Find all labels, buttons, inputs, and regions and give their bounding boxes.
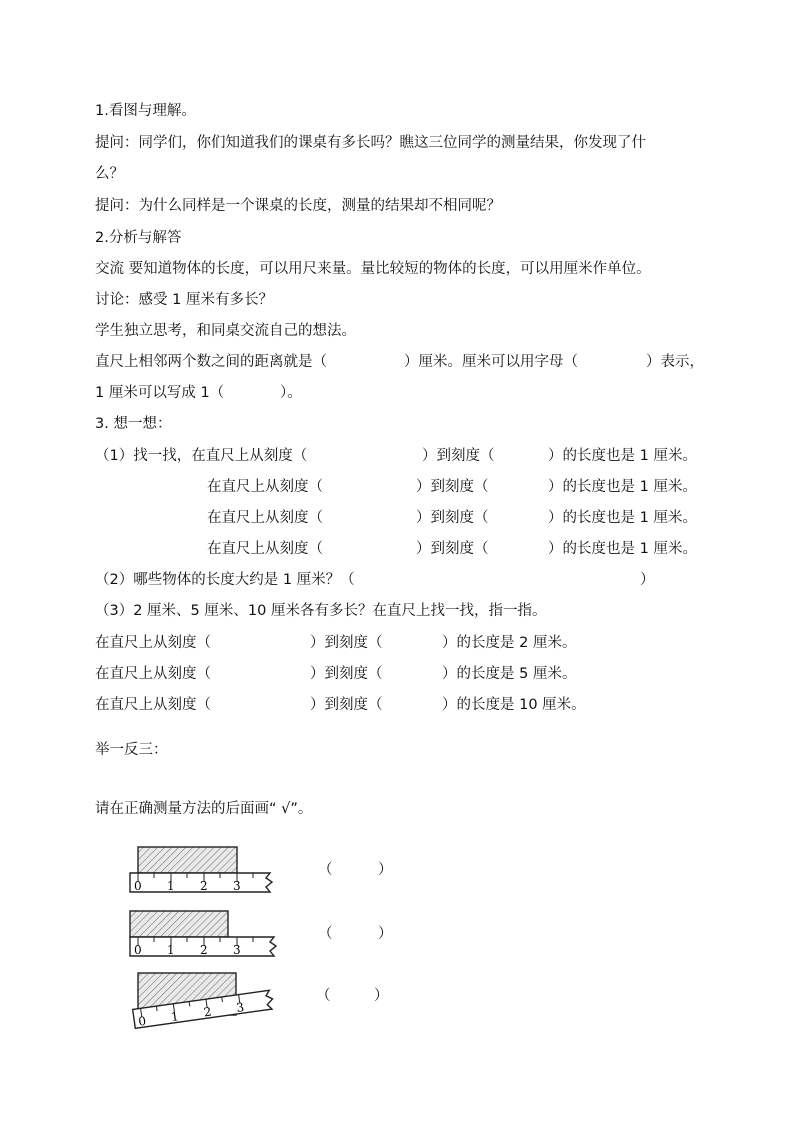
question-1-line-1: 提问：同学们，你们知道我们的课桌有多长吗？瞧这三位同学的测量结果，你发现了什 [95,135,646,151]
ruler-label-0: 0 [134,943,142,957]
ruler-label-3: 3 [233,879,241,893]
q2-close: ） [640,572,655,588]
fill-text-a: 直尺上相邻两个数之间的距离就是（ [95,354,327,370]
length-suffix: ）的长度也是 1 厘米。 [548,479,697,495]
paren-close: ） [378,862,393,878]
exchange-text: 交流 要知道物体的长度，可以用尺来量。量比较短的物体的长度，可以用厘米作单位。 [95,261,651,277]
from-label: 在直尺上从刻度（ [95,635,211,651]
ruler-label-2: 2 [200,879,208,893]
section-2-title: 2.分析与解答 [95,230,182,246]
ruler-label-1: 1 [167,879,175,893]
from-label: 在直尺上从刻度（ [95,697,211,713]
ruler-label-2: 2 [200,943,208,957]
ruler-label-2: 2 [202,1004,213,1020]
length-suffix: ）的长度是 2 厘米。 [442,635,577,651]
to-label: ）到刻度（ [310,666,383,682]
think-text: 学生独立思考，和同桌交流自己的想法。 [95,323,356,339]
fill-text-b: ）厘米。厘米可以用字母（ [404,354,578,370]
length-suffix: ）的长度是 5 厘米。 [442,666,577,682]
paren-open: （ [316,988,331,1004]
length-suffix: ）的长度是 10 厘米。 [442,697,586,713]
to-label: ）到刻度（ [416,510,489,526]
length-suffix: ）的长度也是 1 厘米。 [548,510,697,526]
to-label: ）到刻度（ [416,541,489,557]
section-1-title: 1.看图与理解。 [95,103,196,119]
ruler-figure-1 [120,842,290,894]
to-label: ）到刻度（ [310,635,383,651]
question-3-3: （3）2 厘米、5 厘米、10 厘米各有多长？在直尺上找一找，指一指。 [95,603,547,619]
from-label: 在直尺上从刻度（ [207,541,323,557]
section-3-title: 3. 想一想： [95,416,172,432]
to-label: ）到刻度（ [310,697,383,713]
length-suffix: ）的长度也是 1 厘米。 [548,448,697,464]
ruler-label-1: 1 [170,1009,180,1025]
ruler-label-3: 3 [233,943,241,957]
ruler-label-0: 0 [137,1013,147,1029]
from-label: 在直尺上从刻度（ [207,479,323,495]
paren-open: （ [318,862,333,878]
paren-close: ） [374,988,389,1004]
ruler-label-0: 0 [134,879,142,893]
to-label: ）到刻度（ [422,448,495,464]
fill2-text-a: 1 厘米可以写成 1（ [95,385,225,401]
q2-text: （2）哪些物体的长度大约是 1 厘米？（ [95,572,355,588]
paren-open: （ [318,926,333,942]
discuss-text: 讨论：感受 1 厘米有多长？ [95,292,273,308]
to-label: ）到刻度（ [416,479,489,495]
paren-close: ） [378,926,393,942]
practice-title: 举一反三： [95,742,168,758]
from-label: 在直尺上从刻度（ [95,666,211,682]
ruler-figure-2 [120,906,290,958]
find-label: （1）找一找，在直尺上从刻度（ [95,448,308,464]
question-1-line-2: 么？ [95,166,124,182]
ruler-label-3: 3 [235,1000,246,1015]
question-2: 提问：为什么同样是一个课桌的长度，测量的结果却不相同呢？ [95,198,501,214]
ruler-figure-3 [120,966,290,1029]
fill-text-c: ）表示， [646,354,704,370]
measured-object [130,911,228,937]
ruler-label-1: 1 [167,943,175,957]
measured-object [138,847,237,873]
length-suffix: ）的长度也是 1 厘米。 [548,541,697,557]
fill2-text-b: ）。 [280,385,302,401]
from-label: 在直尺上从刻度（ [207,510,323,526]
practice-instruction: 请在正确测量方法的后面画“ √”。 [95,801,313,817]
